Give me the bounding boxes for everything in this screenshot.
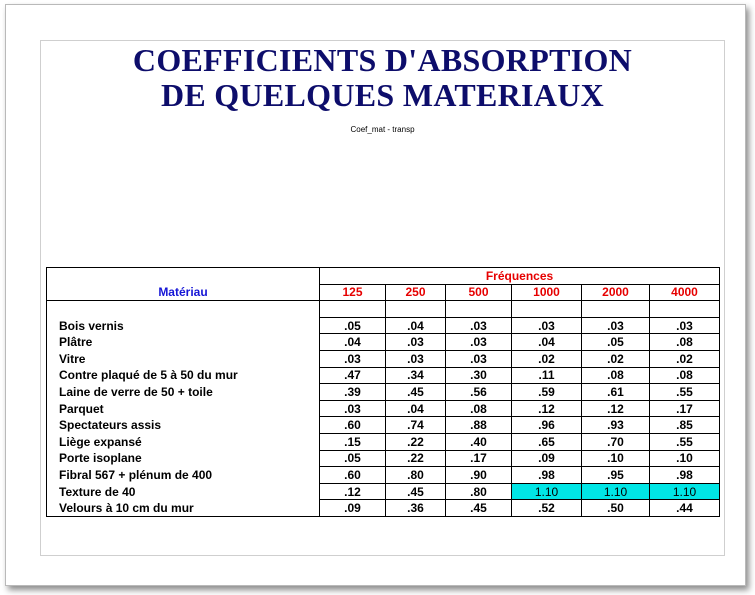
value-cell-1000: .59 [512, 384, 582, 401]
material-cell: Laine de verre de 50 + toile [47, 384, 320, 401]
value-cell-1000: .03 [512, 317, 582, 334]
freq-header-4000: 4000 [650, 284, 720, 301]
value-cell-125: .05 [320, 450, 386, 467]
material-cell: Liège expansé [47, 433, 320, 450]
value-cell-4000: .17 [650, 400, 720, 417]
table-row [47, 367, 720, 384]
spacer-cell [582, 301, 650, 318]
value-cell-2000: 1.10 [582, 483, 650, 500]
material-cell: Contre plaqué de 5 à 50 du mur [47, 367, 320, 384]
value-cell-4000: .44 [650, 500, 720, 517]
value-cell-4000: .85 [650, 417, 720, 434]
table-row [47, 350, 720, 367]
value-cell-1000: .65 [512, 433, 582, 450]
value-cell-2000: .50 [582, 500, 650, 517]
freq-header-2000: 2000 [582, 284, 650, 301]
value-cell-2000: .08 [582, 367, 650, 384]
spacer-row [47, 301, 720, 318]
freq-header-250: 250 [386, 284, 446, 301]
freq-header-500: 500 [446, 284, 512, 301]
table-row [47, 400, 720, 417]
material-header: Matériau [47, 284, 320, 301]
material-cell: Vitre [47, 350, 320, 367]
value-cell-250: .03 [386, 350, 446, 367]
absorption-table [46, 267, 720, 517]
value-cell-2000: .61 [582, 384, 650, 401]
value-cell-250: .74 [386, 417, 446, 434]
value-cell-125: .04 [320, 334, 386, 351]
value-cell-500: .88 [446, 417, 512, 434]
value-cell-125: .47 [320, 367, 386, 384]
value-cell-250: .22 [386, 450, 446, 467]
material-cell: Bois vernis [47, 317, 320, 334]
value-cell-250: .04 [386, 400, 446, 417]
value-cell-2000: .95 [582, 467, 650, 484]
value-cell-4000: 1.10 [650, 483, 720, 500]
value-cell-500: .03 [446, 317, 512, 334]
table-row [47, 483, 720, 500]
freq-header-125: 125 [320, 284, 386, 301]
spacer-cell [512, 301, 582, 318]
material-cell: Spectateurs assis [47, 417, 320, 434]
value-cell-1000: .11 [512, 367, 582, 384]
header-row-labels [47, 284, 720, 301]
table-row [47, 433, 720, 450]
table-row [47, 317, 720, 334]
frequency-header: Fréquences [320, 268, 720, 285]
value-cell-500: .17 [446, 450, 512, 467]
spacer-cell [446, 301, 512, 318]
value-cell-125: .03 [320, 350, 386, 367]
value-cell-500: .80 [446, 483, 512, 500]
value-cell-4000: .55 [650, 433, 720, 450]
material-cell: Texture de 40 [47, 483, 320, 500]
value-cell-500: .03 [446, 334, 512, 351]
value-cell-125: .05 [320, 317, 386, 334]
table-row [47, 417, 720, 434]
value-cell-1000: .96 [512, 417, 582, 434]
value-cell-125: .03 [320, 400, 386, 417]
value-cell-2000: .10 [582, 450, 650, 467]
header-row-frequencies [47, 268, 720, 285]
value-cell-125: .39 [320, 384, 386, 401]
material-cell: Plâtre [47, 334, 320, 351]
freq-header-1000: 1000 [512, 284, 582, 301]
value-cell-250: .45 [386, 384, 446, 401]
table-row [47, 384, 720, 401]
material-cell: Fibral 567 + plénum de 400 [47, 467, 320, 484]
value-cell-1000: .52 [512, 500, 582, 517]
value-cell-4000: .55 [650, 384, 720, 401]
value-cell-500: .90 [446, 467, 512, 484]
value-cell-4000: .08 [650, 334, 720, 351]
value-cell-250: .36 [386, 500, 446, 517]
header-blank-cell [47, 268, 320, 285]
page-title [41, 43, 724, 113]
value-cell-4000: .10 [650, 450, 720, 467]
material-cell: Parquet [47, 400, 320, 417]
value-cell-250: .03 [386, 334, 446, 351]
value-cell-1000: .12 [512, 400, 582, 417]
value-cell-2000: .05 [582, 334, 650, 351]
value-cell-4000: .02 [650, 350, 720, 367]
title-line-2: DE QUELQUES MATERIAUX [160, 77, 605, 113]
value-cell-250: .34 [386, 367, 446, 384]
table-row [47, 467, 720, 484]
value-cell-1000: .09 [512, 450, 582, 467]
value-cell-250: .04 [386, 317, 446, 334]
value-cell-125: .09 [320, 500, 386, 517]
value-cell-125: .60 [320, 417, 386, 434]
table-row [47, 450, 720, 467]
material-cell: Porte isoplane [47, 450, 320, 467]
value-cell-250: .22 [386, 433, 446, 450]
value-cell-250: .45 [386, 483, 446, 500]
value-cell-1000: .04 [512, 334, 582, 351]
value-cell-2000: .70 [582, 433, 650, 450]
document-page [40, 40, 725, 556]
table-row [47, 334, 720, 351]
value-cell-1000: .02 [512, 350, 582, 367]
value-cell-4000: .98 [650, 467, 720, 484]
spacer-cell [386, 301, 446, 318]
value-cell-500: .03 [446, 350, 512, 367]
value-cell-2000: .12 [582, 400, 650, 417]
value-cell-125: .12 [320, 483, 386, 500]
spacer-cell [320, 301, 386, 318]
value-cell-2000: .93 [582, 417, 650, 434]
title-line-1: COEFFICIENTS D'ABSORPTION [132, 42, 633, 78]
value-cell-1000: .98 [512, 467, 582, 484]
value-cell-2000: .02 [582, 350, 650, 367]
value-cell-125: .15 [320, 433, 386, 450]
value-cell-4000: .08 [650, 367, 720, 384]
table-row [47, 500, 720, 517]
subtitle: Coef_mat - transp [350, 125, 415, 134]
value-cell-500: .45 [446, 500, 512, 517]
value-cell-500: .40 [446, 433, 512, 450]
value-cell-500: .08 [446, 400, 512, 417]
value-cell-500: .30 [446, 367, 512, 384]
value-cell-250: .80 [386, 467, 446, 484]
spacer-cell [47, 301, 320, 318]
material-cell: Velours à 10 cm du mur [47, 500, 320, 517]
slide-frame [5, 4, 746, 586]
value-cell-125: .60 [320, 467, 386, 484]
value-cell-2000: .03 [582, 317, 650, 334]
value-cell-500: .56 [446, 384, 512, 401]
value-cell-4000: .03 [650, 317, 720, 334]
spacer-cell [650, 301, 720, 318]
value-cell-1000: 1.10 [512, 483, 582, 500]
